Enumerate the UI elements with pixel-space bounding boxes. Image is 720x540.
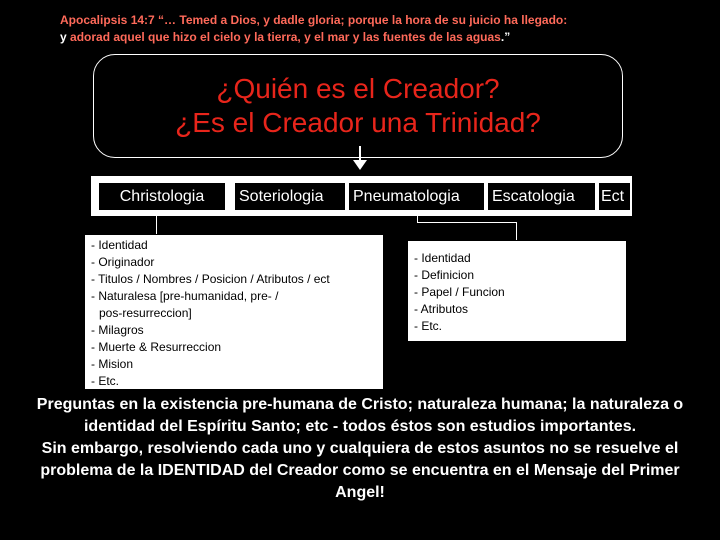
list-item: - Identidad [414,251,471,265]
list-item: - Atributos [414,302,469,316]
list-item: - Definicion [414,268,475,282]
verse-reference: Apocalipsis 14:7 [60,13,155,27]
list-item: - Mision [91,357,134,371]
list-item: - Muerte & Resurreccion [91,340,222,354]
pneumatology-list [414,250,620,335]
category-ect: Ect [599,183,630,210]
conclusion-paragraph-1: Preguntas en la existencia pre-humana de Cristo; naturaleza humana; la naturaleza o identidad del Espíritu Santo; etc - todos éstos son estudios importantes. [36,396,684,435]
connector-pneuma-down [516,222,517,240]
title-line-2: ¿Es el Creador una Trinidad? [175,107,541,138]
list-item: - Etc. [414,319,443,333]
title-line-1: ¿Quién es el Creador? [216,73,500,104]
pneumatology-details-box [407,240,627,342]
connector-christology [156,216,157,234]
connector-pneuma-horizontal [417,222,517,223]
verse-line-1: “… Temed a Dios, y dadle gloria; porque la hora de su juicio ha llegado: [154,13,568,27]
list-item: - Papel / Funcion [414,285,505,299]
conclusion-paragraph-2-start: Sin embargo, resolviendo cada uno y cualquiera de estos asuntos no se resuelve el problema de la [40,440,679,479]
christology-list [91,237,377,390]
down-arrow-icon [353,160,367,170]
conclusion-emphasis: IDENTIDAD [157,462,245,479]
list-item: - Identidad [91,238,148,252]
category-christologia: Christologia [99,183,225,210]
conclusion-text [20,394,700,504]
verse-line-2: adorad aquel que hizo el cielo y la tierra, y el mar y las fuentes de las aguas [66,30,501,44]
christology-details-box [84,234,384,390]
conclusion-paragraph-2 [20,438,700,504]
list-item: pos-resurreccion] [99,306,192,320]
conclusion-paragraph-2-end: del Creador como se encuentra en el Mensaje del Primer Angel! [244,462,680,501]
title-box [93,54,623,158]
list-item: - Naturalesa [pre-humanidad, pre- / [91,289,279,303]
verse-quote [60,12,700,46]
list-item: - Etc. [91,374,120,388]
verse-line-2-start: y [60,30,67,44]
list-item: - Titulos / Nombres / Posicion / Atributos / ect [91,272,330,286]
category-soteriologia: Soteriologia [235,183,345,210]
category-pneumatologia: Pneumatologia [349,183,484,210]
list-item: - Milagros [91,323,144,337]
verse-line-2-end: .” [500,30,511,44]
category-escatologia: Escatologia [488,183,595,210]
list-item: - Originador [91,255,155,269]
